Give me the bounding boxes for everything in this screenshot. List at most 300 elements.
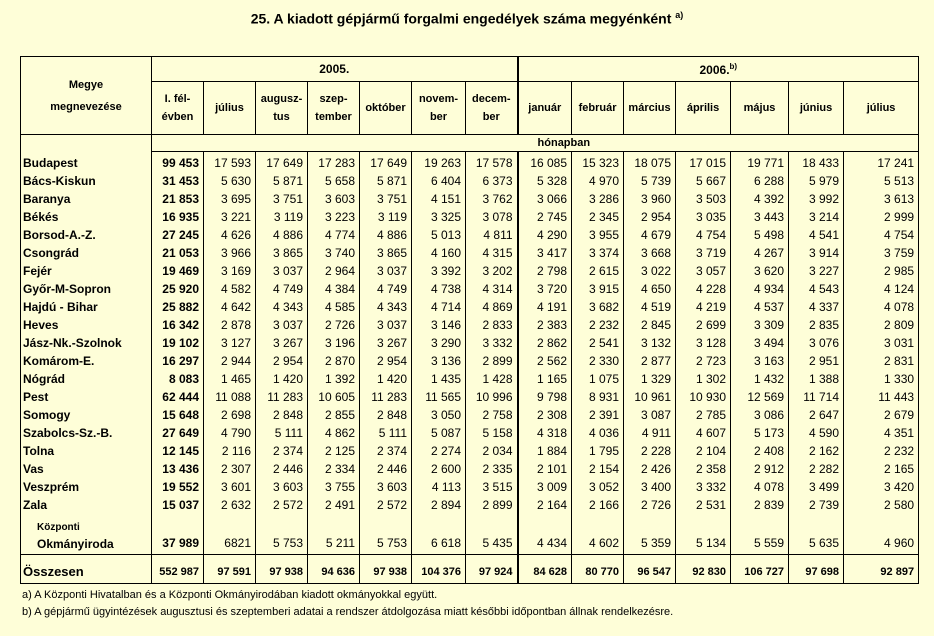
- month-value: 3 751: [360, 190, 412, 208]
- month-value: 1 388: [789, 370, 844, 388]
- month-value: 2 491: [308, 496, 360, 514]
- month-value: 5 753: [360, 514, 412, 555]
- county-name: Győr-M-Sopron: [21, 280, 152, 298]
- month-value: 97 591: [204, 555, 256, 584]
- county-name: Zala: [21, 496, 152, 514]
- month-value: 5 134: [676, 514, 731, 555]
- month-value: 3 515: [466, 478, 518, 496]
- month-value: 2 307: [204, 460, 256, 478]
- month-value: 5 158: [466, 424, 518, 442]
- month-value: 2 758: [466, 406, 518, 424]
- month-value: 5 173: [731, 424, 789, 442]
- month-value: 84 628: [518, 555, 572, 584]
- month-value: 5 871: [360, 172, 412, 190]
- county-name: [21, 514, 152, 555]
- year-2006-label: 2006.: [699, 62, 730, 77]
- month-value: 3 057: [676, 262, 731, 280]
- data-table: [20, 56, 919, 584]
- table-row: [21, 388, 919, 406]
- month-value: 2 985: [844, 262, 919, 280]
- county-name: Veszprém: [21, 478, 152, 496]
- month-value: 5 667: [676, 172, 731, 190]
- month-value: 4 607: [676, 424, 731, 442]
- month-value: 3 078: [466, 208, 518, 226]
- month-value: 16 085: [518, 152, 572, 173]
- month-value: 4 774: [308, 226, 360, 244]
- month-value: 2 954: [256, 352, 308, 370]
- table-row: [21, 352, 919, 370]
- month-value: 4 642: [204, 298, 256, 316]
- month-value: 2 125: [308, 442, 360, 460]
- table-row: [21, 262, 919, 280]
- month-value: 4 714: [412, 298, 466, 316]
- month-value: 1 392: [308, 370, 360, 388]
- half-year-value: 13 436: [152, 460, 204, 478]
- half-year-value: 16 342: [152, 316, 204, 334]
- month-value: 1 420: [360, 370, 412, 388]
- month-value: 3 136: [412, 352, 466, 370]
- month-value: 2 855: [308, 406, 360, 424]
- month-value: 4 343: [256, 298, 308, 316]
- table-row: [21, 478, 919, 496]
- month-value: 5 359: [624, 514, 676, 555]
- month-value: 2 531: [676, 496, 731, 514]
- month-value: 2 572: [256, 496, 308, 514]
- month-header-0: I. fél- évben: [152, 82, 204, 135]
- month-value: 3 221: [204, 208, 256, 226]
- month-header-4: október: [360, 82, 412, 135]
- month-value: 4 219: [676, 298, 731, 316]
- month-value: 4 970: [572, 172, 624, 190]
- month-value: 11 565: [412, 388, 466, 406]
- month-value: 2 164: [518, 496, 572, 514]
- month-value: 2 739: [789, 496, 844, 514]
- month-value: 5 328: [518, 172, 572, 190]
- month-value: 3 037: [256, 316, 308, 334]
- month-value: 2 104: [676, 442, 731, 460]
- month-value: 10 930: [676, 388, 731, 406]
- month-value: 3 128: [676, 334, 731, 352]
- month-value: 4 314: [466, 280, 518, 298]
- month-value: 3 603: [360, 478, 412, 496]
- month-value: 4 862: [308, 424, 360, 442]
- month-value: 2 345: [572, 208, 624, 226]
- month-value: 3 202: [466, 262, 518, 280]
- month-value: 3 290: [412, 334, 466, 352]
- half-year-value: 19 102: [152, 334, 204, 352]
- table-row: [21, 298, 919, 316]
- month-header-11: május: [731, 82, 789, 135]
- half-year-value: 31 453: [152, 172, 204, 190]
- month-value: 8 931: [572, 388, 624, 406]
- month-value: 3 755: [308, 478, 360, 496]
- county-name: Baranya: [21, 190, 152, 208]
- half-year-value: 21 053: [152, 244, 204, 262]
- month-value: 5 658: [308, 172, 360, 190]
- month-value: 3 613: [844, 190, 919, 208]
- month-value: 2 541: [572, 334, 624, 352]
- month-value: 19 263: [412, 152, 466, 173]
- month-value: 97 924: [466, 555, 518, 584]
- month-value: 3 009: [518, 478, 572, 496]
- month-value: 3 601: [204, 478, 256, 496]
- month-value: 6 404: [412, 172, 466, 190]
- month-value: 2 274: [412, 442, 466, 460]
- month-value: 4 151: [412, 190, 466, 208]
- month-value: 4 886: [360, 226, 412, 244]
- month-header-2: augusz- tus: [256, 82, 308, 135]
- county-name: Budapest: [21, 152, 152, 173]
- month-value: 11 714: [789, 388, 844, 406]
- month-value: 4 934: [731, 280, 789, 298]
- month-value: 5 739: [624, 172, 676, 190]
- month-value: 2 848: [360, 406, 412, 424]
- month-value: 6 618: [412, 514, 466, 555]
- month-value: 10 996: [466, 388, 518, 406]
- month-value: 6 288: [731, 172, 789, 190]
- month-value: 4 960: [844, 514, 919, 555]
- footnotes: [22, 587, 673, 621]
- month-value: 4 434: [518, 514, 572, 555]
- month-value: 5 513: [844, 172, 919, 190]
- unit-spacer: [21, 135, 152, 152]
- month-value: 2 391: [572, 406, 624, 424]
- month-value: 18 433: [789, 152, 844, 173]
- month-value: 17 241: [844, 152, 919, 173]
- half-year-value: 99 453: [152, 152, 204, 173]
- month-value: 5 559: [731, 514, 789, 555]
- month-value: 3 494: [731, 334, 789, 352]
- month-value: 2 232: [572, 316, 624, 334]
- month-value: 4 541: [789, 226, 844, 244]
- half-year-value: 19 469: [152, 262, 204, 280]
- table-row: [21, 152, 919, 173]
- county-name-line1: Központi: [37, 522, 80, 533]
- month-value: 10 605: [308, 388, 360, 406]
- month-value: 3 267: [360, 334, 412, 352]
- month-value: 17 649: [360, 152, 412, 173]
- month-value: 3 163: [731, 352, 789, 370]
- table-row: [21, 172, 919, 190]
- county-name: Összesen: [21, 555, 152, 584]
- half-year-value: 19 552: [152, 478, 204, 496]
- month-value: 3 223: [308, 208, 360, 226]
- month-value: 1 435: [412, 370, 466, 388]
- table-row: [21, 424, 919, 442]
- table-row: [21, 406, 919, 424]
- month-value: 3 086: [731, 406, 789, 424]
- month-value: 3 392: [412, 262, 466, 280]
- month-value: 4 160: [412, 244, 466, 262]
- month-value: 11 283: [256, 388, 308, 406]
- month-value: 3 740: [308, 244, 360, 262]
- month-value: 3 332: [466, 334, 518, 352]
- county-header-line1: Megye: [68, 78, 104, 91]
- month-value: 3 146: [412, 316, 466, 334]
- month-value: 104 376: [412, 555, 466, 584]
- month-value: 4 869: [466, 298, 518, 316]
- month-value: 12 569: [731, 388, 789, 406]
- month-value: 2 839: [731, 496, 789, 514]
- month-header-row: [21, 82, 919, 135]
- half-year-value: 62 444: [152, 388, 204, 406]
- month-value: 3 286: [572, 190, 624, 208]
- half-year-value: 15 037: [152, 496, 204, 514]
- month-value: 2 870: [308, 352, 360, 370]
- month-value: 4 679: [624, 226, 676, 244]
- month-value: 1 884: [518, 442, 572, 460]
- month-value: 3 914: [789, 244, 844, 262]
- month-value: 1 165: [518, 370, 572, 388]
- month-value: 3 119: [360, 208, 412, 226]
- month-value: 2 101: [518, 460, 572, 478]
- table-row: [21, 190, 919, 208]
- month-value: 4 886: [256, 226, 308, 244]
- month-value: 3 037: [360, 316, 412, 334]
- month-value: 9 798: [518, 388, 572, 406]
- county-name: Komárom-E.: [21, 352, 152, 370]
- month-value: 3 022: [624, 262, 676, 280]
- month-value: 3 325: [412, 208, 466, 226]
- month-value: 17 283: [308, 152, 360, 173]
- month-value: 2 426: [624, 460, 676, 478]
- month-value: 2 408: [731, 442, 789, 460]
- half-year-value: 27 245: [152, 226, 204, 244]
- month-value: 4 290: [518, 226, 572, 244]
- month-value: 3 865: [256, 244, 308, 262]
- month-value: 3 214: [789, 208, 844, 226]
- month-value: 17 649: [256, 152, 308, 173]
- month-value: 4 036: [572, 424, 624, 442]
- month-value: 4 392: [731, 190, 789, 208]
- month-value: 3 066: [518, 190, 572, 208]
- month-value: 2 723: [676, 352, 731, 370]
- month-value: 5 498: [731, 226, 789, 244]
- month-value: 2 562: [518, 352, 572, 370]
- month-value: 92 830: [676, 555, 731, 584]
- month-value: 2 912: [731, 460, 789, 478]
- month-value: 1 330: [844, 370, 919, 388]
- month-value: 4 318: [518, 424, 572, 442]
- month-value: 2 232: [844, 442, 919, 460]
- title-footnote-mark: a): [675, 10, 684, 20]
- month-value: 4 754: [676, 226, 731, 244]
- month-value: 2 699: [676, 316, 731, 334]
- month-value: 3 992: [789, 190, 844, 208]
- month-header-5: novem- ber: [412, 82, 466, 135]
- month-value: 2 374: [256, 442, 308, 460]
- month-header-1: július: [204, 82, 256, 135]
- half-year-value: 8 083: [152, 370, 204, 388]
- half-year-value: 12 145: [152, 442, 204, 460]
- month-value: 4 754: [844, 226, 919, 244]
- month-value: 11 088: [204, 388, 256, 406]
- county-name: Nógrád: [21, 370, 152, 388]
- month-value: 2 374: [360, 442, 412, 460]
- month-value: 3 620: [731, 262, 789, 280]
- year-2006-footnote-mark: b): [729, 61, 738, 71]
- month-value: 3 865: [360, 244, 412, 262]
- month-value: 94 636: [308, 555, 360, 584]
- month-value: 2 116: [204, 442, 256, 460]
- month-value: 1 795: [572, 442, 624, 460]
- county-name: Heves: [21, 316, 152, 334]
- month-value: 3 443: [731, 208, 789, 226]
- month-value: 3 420: [844, 478, 919, 496]
- month-value: 3 227: [789, 262, 844, 280]
- month-value: 2 848: [256, 406, 308, 424]
- month-header-6: decem- ber: [466, 82, 518, 135]
- month-value: 2 745: [518, 208, 572, 226]
- month-value: 3 087: [624, 406, 676, 424]
- month-header-7: január: [518, 82, 572, 135]
- month-value: 2 809: [844, 316, 919, 334]
- table-row: [21, 460, 919, 478]
- month-value: 4 078: [844, 298, 919, 316]
- month-value: 17 578: [466, 152, 518, 173]
- county-name: Jász-Nk.-Szolnok: [21, 334, 152, 352]
- month-value: 2 335: [466, 460, 518, 478]
- month-value: 2 964: [308, 262, 360, 280]
- month-header-13: július: [844, 82, 919, 135]
- month-value: 4 582: [204, 280, 256, 298]
- month-value: 4 602: [572, 514, 624, 555]
- month-value: 3 076: [789, 334, 844, 352]
- footnote-a: a) A Központi Hivatalban és a Központi Okmányirodában kiadott okmányokkal együtt.: [22, 589, 438, 601]
- county-name: Vas: [21, 460, 152, 478]
- month-value: 4 650: [624, 280, 676, 298]
- table-row: [21, 555, 919, 584]
- table-row: [21, 244, 919, 262]
- month-value: 4 749: [360, 280, 412, 298]
- month-value: 2 785: [676, 406, 731, 424]
- month-value: 1 465: [204, 370, 256, 388]
- half-year-value: 552 987: [152, 555, 204, 584]
- year-2005-label: 2005.: [319, 62, 350, 76]
- month-value: 18 075: [624, 152, 676, 173]
- half-year-value: 37 989: [152, 514, 204, 555]
- month-value: 2 878: [204, 316, 256, 334]
- month-value: 3 031: [844, 334, 919, 352]
- month-value: 4 543: [789, 280, 844, 298]
- month-value: 2 899: [466, 496, 518, 514]
- month-value: 2 899: [466, 352, 518, 370]
- month-value: 1 075: [572, 370, 624, 388]
- month-value: 3 052: [572, 478, 624, 496]
- month-value: 3 132: [624, 334, 676, 352]
- month-value: 2 679: [844, 406, 919, 424]
- month-value: 5 635: [789, 514, 844, 555]
- month-value: 5 435: [466, 514, 518, 555]
- month-value: 2 600: [412, 460, 466, 478]
- month-value: 6 373: [466, 172, 518, 190]
- month-value: 4 343: [360, 298, 412, 316]
- table-row: [21, 442, 919, 460]
- county-name: Hajdú - Bihar: [21, 298, 152, 316]
- month-value: 3 332: [676, 478, 731, 496]
- month-value: 97 938: [256, 555, 308, 584]
- county-name: Csongrád: [21, 244, 152, 262]
- month-value: 2 358: [676, 460, 731, 478]
- month-value: 1 302: [676, 370, 731, 388]
- half-year-value: 15 648: [152, 406, 204, 424]
- table-row: [21, 514, 919, 555]
- month-value: 3 037: [256, 262, 308, 280]
- month-value: 5 013: [412, 226, 466, 244]
- unit-spacer-left: [152, 135, 518, 152]
- month-value: 4 124: [844, 280, 919, 298]
- month-value: 3 960: [624, 190, 676, 208]
- county-name: Fejér: [21, 262, 152, 280]
- month-value: 1 428: [466, 370, 518, 388]
- month-value: 2 446: [256, 460, 308, 478]
- month-value: 2 615: [572, 262, 624, 280]
- month-value: 5 753: [256, 514, 308, 555]
- county-name: Tolna: [21, 442, 152, 460]
- table-row: [21, 496, 919, 514]
- month-value: 2 999: [844, 208, 919, 226]
- month-value: 3 966: [204, 244, 256, 262]
- month-value: 3 603: [308, 190, 360, 208]
- month-value: 15 323: [572, 152, 624, 173]
- month-value: 3 400: [624, 478, 676, 496]
- month-value: 3 127: [204, 334, 256, 352]
- month-value: 4 351: [844, 424, 919, 442]
- month-value: 2 228: [624, 442, 676, 460]
- month-value: 19 771: [731, 152, 789, 173]
- data-table-wrapper: [20, 56, 918, 584]
- month-value: 4 585: [308, 298, 360, 316]
- month-value: 3 955: [572, 226, 624, 244]
- month-value: 2 647: [789, 406, 844, 424]
- month-value: 3 719: [676, 244, 731, 262]
- month-value: 17 593: [204, 152, 256, 173]
- month-value: 3 169: [204, 262, 256, 280]
- month-header-8: február: [572, 82, 624, 135]
- month-value: 2 330: [572, 352, 624, 370]
- month-value: 3 695: [204, 190, 256, 208]
- county-name: Pest: [21, 388, 152, 406]
- month-value: 5 087: [412, 424, 466, 442]
- month-value: 3 267: [256, 334, 308, 352]
- month-value: 4 749: [256, 280, 308, 298]
- month-value: 2 308: [518, 406, 572, 424]
- month-value: 2 951: [789, 352, 844, 370]
- month-value: 3 759: [844, 244, 919, 262]
- half-year-value: 25 920: [152, 280, 204, 298]
- month-value: 2 954: [360, 352, 412, 370]
- month-value: 4 626: [204, 226, 256, 244]
- table-row: [21, 334, 919, 352]
- county-name: Bács-Kiskun: [21, 172, 152, 190]
- half-year-value: 16 297: [152, 352, 204, 370]
- month-value: 4 590: [789, 424, 844, 442]
- month-value: 3 682: [572, 298, 624, 316]
- month-value: 4 337: [789, 298, 844, 316]
- month-value: 2 835: [789, 316, 844, 334]
- month-value: 2 862: [518, 334, 572, 352]
- month-value: 2 034: [466, 442, 518, 460]
- month-value: 4 384: [308, 280, 360, 298]
- month-value: 2 894: [412, 496, 466, 514]
- footnote-b: b) A gépjármű ügyintézések augusztusi és szeptemberi adatai a rendszer átdolgozása miatt későbbi időpontban állnak rendelkezésre.: [22, 606, 674, 618]
- month-value: 2 282: [789, 460, 844, 478]
- month-value: 17 015: [676, 152, 731, 173]
- month-value: 5 111: [256, 424, 308, 442]
- month-value: 3 720: [518, 280, 572, 298]
- month-value: 2 845: [624, 316, 676, 334]
- month-value: 11 283: [360, 388, 412, 406]
